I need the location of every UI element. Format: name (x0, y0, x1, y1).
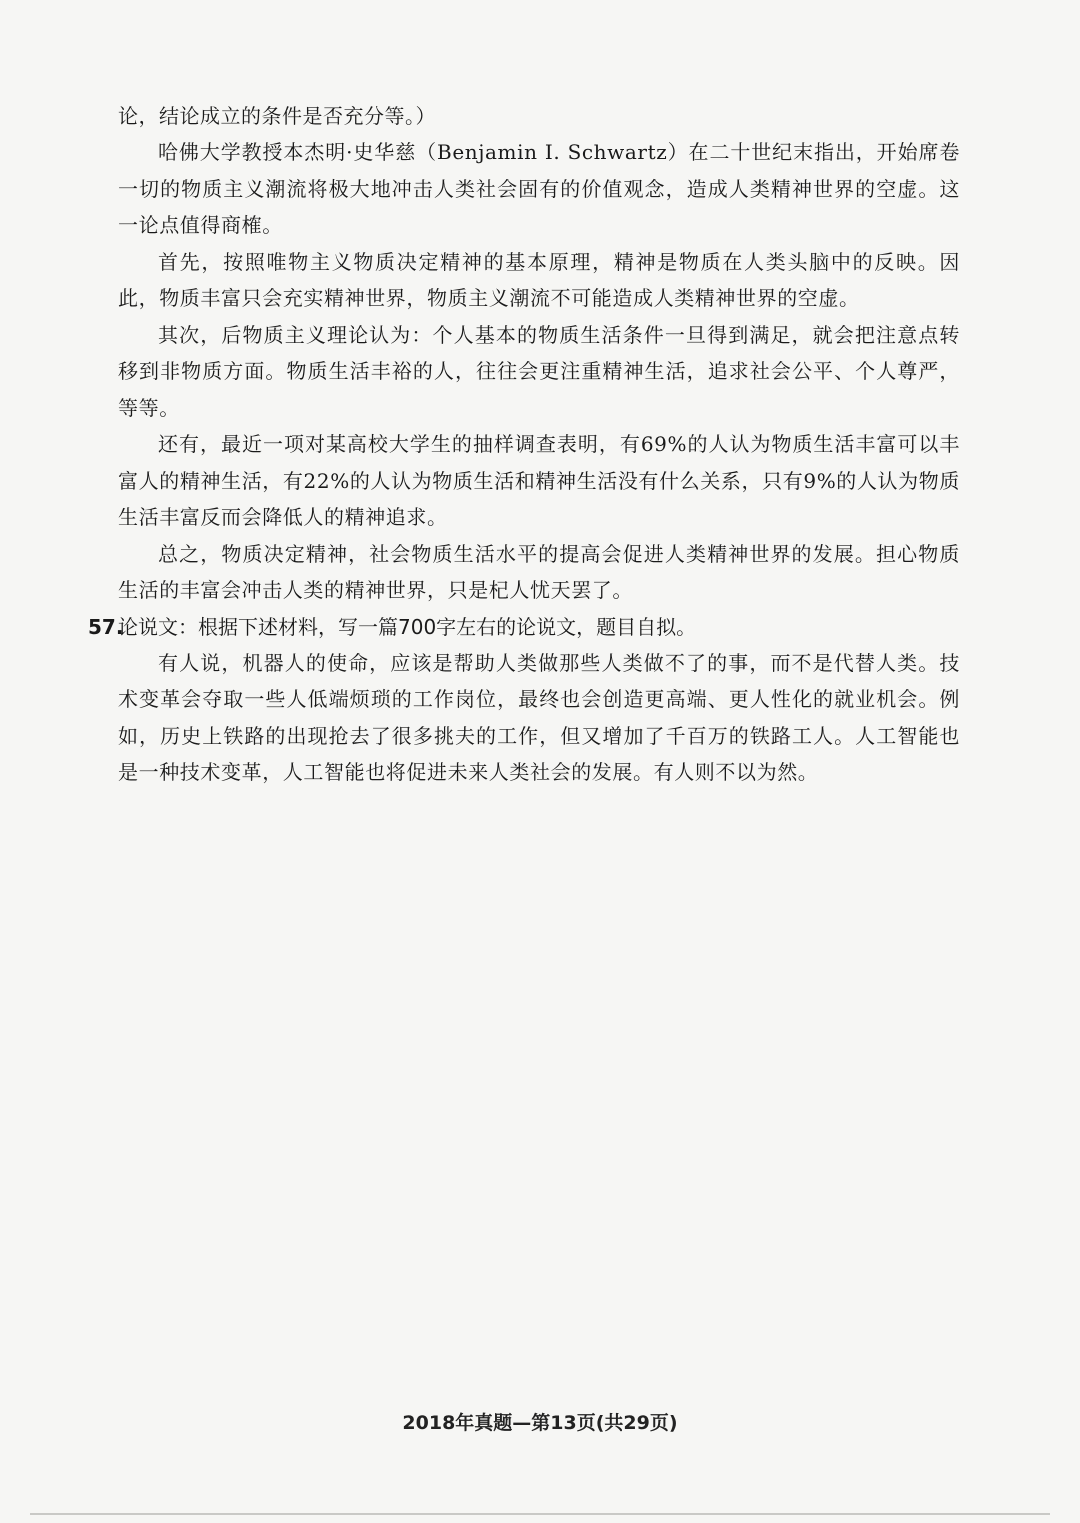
question-material: 有人说，机器人的使命，应该是帮助人类做那些人类做不了的事，而不是代替人类。技术变革会夺取一些人低端烦琐的工作岗位，最终也会创造更高端、更人性化的就业机会。例如，历史上铁路的出现抢去了很多挑夫的工作，但又增加了千百万的铁路工人。人工智能也是一种技术变革，人工智能也将促进未来人类社会的发展。有人则不以为然。 (118, 650, 960, 784)
question-prompt: 论说文：根据下述材料，写一篇700字左右的论说文，题目自拟。 (118, 614, 697, 639)
bottom-divider (30, 1513, 1050, 1515)
paragraph-survey: 还有，最近一项对某高校大学生的抽样调查表明，有69%的人认为物质生活丰富可以丰富人的精神生活，有22%的人认为物质生活和精神生活没有什么关系，只有9%的人认为物质生活丰富反而会降低人的精神追求。 (118, 432, 960, 529)
continuation-line: 论，结论成立的条件是否充分等。） (118, 104, 436, 128)
page-footer: 2018年真题—第13页(共29页) (402, 1412, 678, 1434)
paragraph-claim: 哈佛大学教授本杰明·史华慈（Benjamin I. Schwartz）在二十世纪末指出，开始席卷一切的物质主义潮流将极大地冲击人类社会固有的价值观念，造成人类精神世界的空虚。这一论点值得商榷。 (118, 140, 960, 237)
question-number: 57. (88, 614, 124, 639)
paragraph-second: 其次，后物质主义理论认为：个人基本的物质生活条件一旦得到满足，就会把注意点转移到非物质方面。物质生活丰裕的人，往往会更注重精神生活，追求社会公平、个人尊严，等等。 (118, 322, 960, 420)
paragraph-conclusion: 总之，物质决定精神，社会物质生活水平的提高会促进人类精神世界的发展。担心物质生活的丰富会冲击人类的精神世界，只是杞人忧天罢了。 (118, 541, 960, 602)
page-content (88, 98, 960, 791)
paragraph-first: 首先，按照唯物主义物质决定精神的基本原理，精神是物质在人类头脑中的反映。因此，物质丰富只会充实精神世界，物质主义潮流不可能造成人类精神世界的空虚。 (118, 249, 960, 310)
question-57 (88, 609, 960, 645)
